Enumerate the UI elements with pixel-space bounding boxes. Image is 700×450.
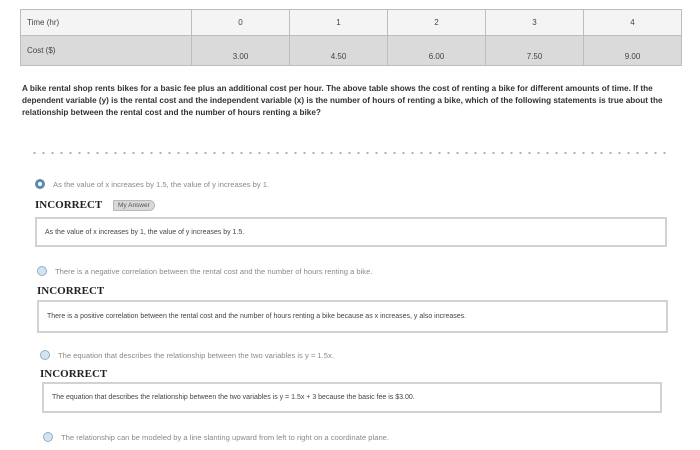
cost-cell: 6.00 — [388, 36, 486, 66]
status-incorrect: INCORRECT — [37, 285, 105, 297]
option-label: The relationship can be modeled by a line slanting upward from left to right on a coordinate plane. — [61, 432, 389, 442]
time-cell: 4 — [584, 10, 682, 36]
radio-icon[interactable] — [37, 266, 47, 276]
row-header-cost: Cost ($) — [21, 36, 192, 66]
answer-option-3[interactable] — [40, 350, 334, 360]
status-incorrect: INCORRECT — [40, 368, 108, 380]
cost-cell: 3.00 — [192, 36, 290, 66]
table-row-cost — [21, 36, 682, 66]
radio-selected-icon[interactable] — [35, 179, 45, 189]
question-text: A bike rental shop rents bikes for a basic fee plus an additional cost per hour. The above table shows the cost of renting a bike for different amounts of time. If the dependent variable (y) is the rental cost and the independent variable (x) is the number of hours of renting a bike, which of the following statements is true about the relationship between the rental cost and the number of hours renting a bike? — [22, 84, 663, 117]
option-label: There is a negative correlation between the rental cost and the number of hours renting a bike. — [55, 266, 373, 276]
answer-option-1[interactable] — [35, 179, 269, 189]
dotted-divider — [30, 150, 672, 156]
time-cell: 3 — [486, 10, 584, 36]
table-row-time — [21, 10, 682, 36]
feedback-box — [42, 382, 662, 413]
radio-icon[interactable] — [40, 350, 50, 360]
answer-option-2[interactable] — [37, 266, 372, 276]
data-table — [20, 9, 682, 66]
cost-cell: 9.00 — [584, 36, 682, 66]
feedback-box — [35, 217, 667, 247]
time-cell: 2 — [388, 10, 486, 36]
status-incorrect: INCORRECT — [35, 199, 103, 211]
feedback-text: The equation that describes the relationship between the two variables is y = 1.5x + 3 because the basic fee is $3.00. — [52, 394, 415, 401]
option-label: As the value of x increases by 1.5, the value of y increases by 1. — [53, 179, 270, 189]
time-cell: 0 — [192, 10, 290, 36]
feedback-text: There is a positive correlation between the rental cost and the number of hours renting a bike because as x increases, y also increases. — [47, 313, 467, 320]
time-cell: 1 — [290, 10, 388, 36]
my-answer-badge: My Answer — [113, 200, 155, 211]
answer-option-4[interactable] — [43, 432, 389, 442]
cost-cell: 4.50 — [290, 36, 388, 66]
radio-icon[interactable] — [43, 432, 53, 442]
cost-cell: 7.50 — [486, 36, 584, 66]
option-label: The equation that describes the relationship between the two variables is y = 1.5x. — [58, 350, 334, 360]
row-header-time: Time (hr) — [21, 10, 192, 36]
feedback-text: As the value of x increases by 1, the value of y increases by 1.5. — [45, 228, 245, 236]
feedback-box — [37, 300, 668, 333]
